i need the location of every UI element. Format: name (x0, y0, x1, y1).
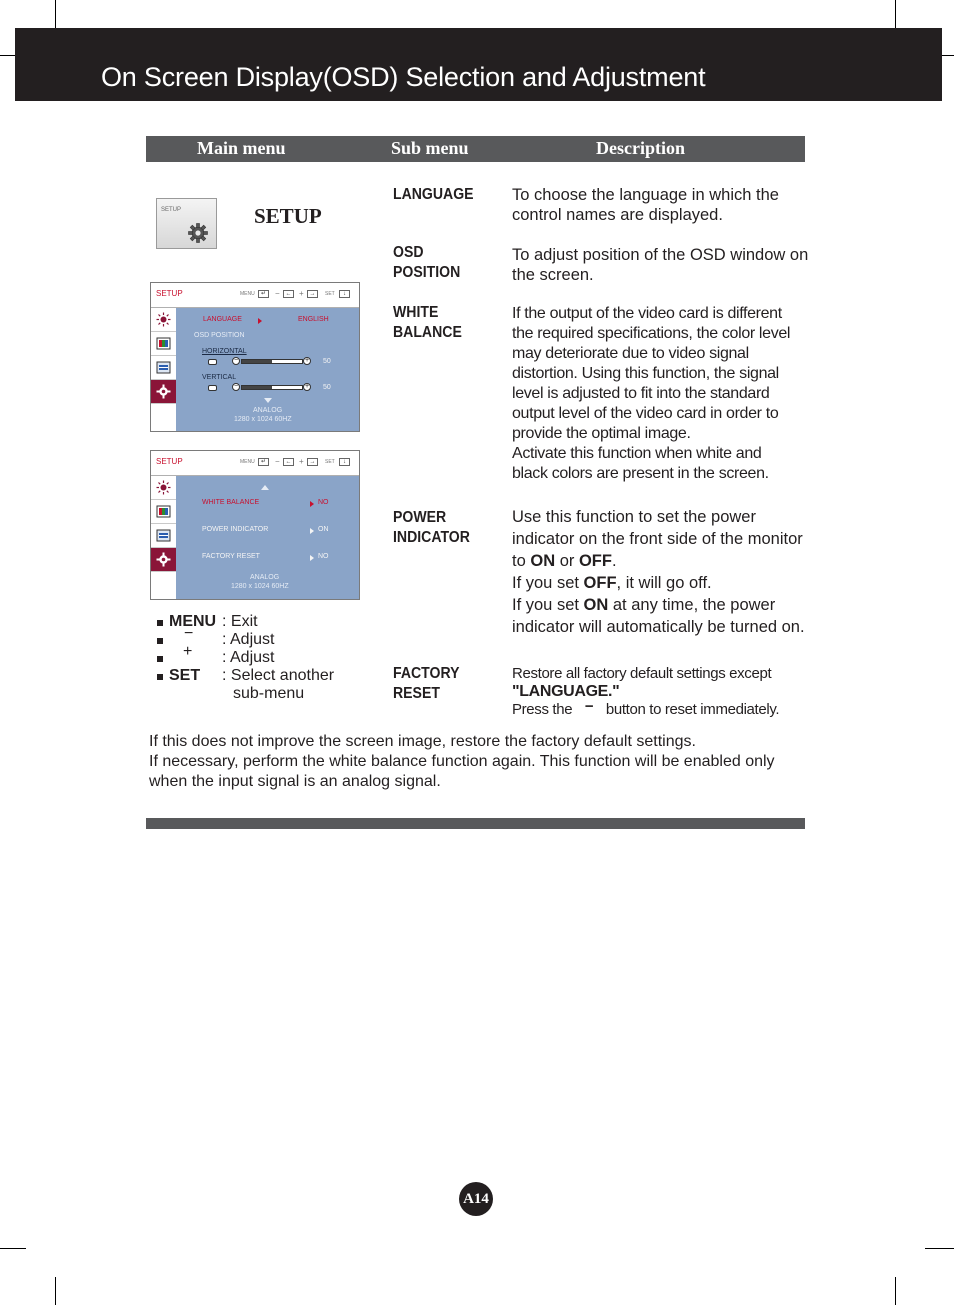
minus-icon: − (184, 625, 194, 642)
page-number-badge: A14 (459, 1182, 493, 1216)
description-line (512, 550, 832, 572)
osd-left-icon: ← (283, 290, 294, 298)
description-text: , it will go off. (616, 574, 712, 592)
osd-right-icon: → (307, 458, 318, 466)
description-osd-position: To adjust position of the OSD window on the screen. (512, 246, 809, 284)
description-line: distortion. Using this function, the signal (512, 365, 779, 382)
off-keyword: OFF (583, 574, 617, 592)
description-line: level is adjusted to fit into the standard (512, 385, 770, 402)
description-line: black colors are present in the screen. (512, 465, 769, 482)
osd-exit-icon: ↵ (258, 458, 269, 466)
brightness-icon (156, 312, 171, 327)
crop-mark (925, 1248, 954, 1249)
legend-key-menu: MENU (169, 613, 217, 630)
osd-side-tabs (151, 308, 176, 431)
gear-icon (156, 384, 171, 399)
osd-minus-icon: − (233, 383, 239, 390)
submenu-osd-position-line2: POSITION (393, 264, 461, 281)
submenu-osd-position-line1: OSD (393, 244, 424, 261)
key-icon (208, 385, 217, 391)
osd-tab-tracking (151, 356, 176, 380)
osd-top-bar (151, 451, 359, 476)
submenu-osd-position (393, 243, 460, 283)
minus-icon: − (584, 698, 594, 715)
osd-plus-icon: + (304, 357, 310, 364)
osd-value-white-balance: NO (318, 499, 329, 506)
tracking-icon (156, 528, 171, 543)
legend-value-minus: : Adjust (222, 631, 275, 648)
osd-arrow-right-icon (258, 318, 262, 324)
osd-screenshot-setup-language (150, 282, 360, 432)
submenu-factory-reset-line2: RESET (393, 685, 440, 702)
osd-left-icon: ← (283, 458, 294, 466)
legend-value-set-continued: sub-menu (233, 685, 305, 702)
osd-vertical-slider (241, 385, 303, 390)
legend-value-plus: : Adjust (222, 649, 275, 666)
osd-tab-picture (151, 476, 176, 500)
submenu-language: LANGUAGE (393, 186, 474, 203)
bullet (157, 638, 163, 644)
submenu-white-balance-line1: WHITE (393, 304, 439, 321)
osd-set-key-label: SET (325, 459, 335, 465)
osd-arrow-right-icon (310, 555, 314, 561)
description-line: indicator on the front side of the monitor (512, 530, 803, 548)
footnote-line: If this does not improve the screen image, restore the factory default settings. (149, 733, 696, 750)
osd-screenshot-setup-reset (150, 450, 360, 600)
bullet (157, 620, 163, 626)
submenu-factory-reset-line1: FACTORY (393, 665, 460, 682)
description-factory-reset (512, 665, 822, 719)
osd-side-tabs (151, 476, 176, 599)
crop-mark (942, 55, 954, 56)
page-title: On Screen Display(OSD) Selection and Adjustment (101, 62, 706, 92)
description-text: Press the (512, 701, 577, 718)
osd-content-panel (176, 308, 359, 431)
submenu-white-balance-line2: BALANCE (393, 324, 462, 341)
osd-plus-glyph: + (299, 457, 304, 466)
description-line (512, 698, 822, 719)
description-line: If the output of the video card is different (512, 305, 782, 322)
footnote-line: If necessary, perform the white balance function again. This function will be enabled only (149, 753, 775, 770)
column-header-description: Description (596, 138, 685, 158)
description-white-balance (512, 304, 832, 484)
osd-top-bar (151, 283, 359, 308)
description-line: Activate this function when white and (512, 445, 762, 462)
osd-tab-color (151, 500, 176, 524)
setup-menu-thumbnail (156, 198, 217, 249)
osd-minus-glyph: − (275, 289, 280, 298)
bullet (157, 656, 163, 662)
submenu-power-indicator-line1: POWER (393, 509, 447, 526)
osd-item-language: LANGUAGE (203, 316, 242, 323)
osd-scroll-up-icon (261, 485, 269, 490)
gear-icon (156, 552, 171, 567)
osd-horizontal-fill (242, 360, 272, 363)
description-line (512, 572, 832, 594)
main-menu-title: SETUP (254, 204, 322, 228)
description-line: Use this function to set the power (512, 508, 756, 526)
column-header-main-menu: Main menu (197, 138, 286, 158)
crop-mark (55, 1277, 56, 1305)
crop-mark (895, 0, 896, 28)
osd-minus-icon: − (233, 357, 239, 364)
osd-set-key-label: SET (325, 291, 335, 297)
legend-value-menu: : Exit (222, 613, 258, 630)
gear-icon (187, 222, 209, 244)
osd-value-power-indicator: ON (318, 526, 329, 533)
description-text: or (555, 552, 579, 570)
description-line: may deteriorate due to video signal (512, 345, 749, 362)
osd-resolution: 1280 x 1024 60HZ (231, 583, 289, 590)
osd-item-white-balance: WHITE BALANCE (202, 499, 260, 506)
thumbnail-label: SETUP (161, 207, 182, 213)
tracking-icon (156, 360, 171, 375)
description-line: indicator will automatically be turned on. (512, 618, 805, 636)
plus-icon: + (183, 643, 193, 660)
description-text: . (611, 552, 617, 570)
osd-item-power-indicator: POWER INDICATOR (202, 526, 269, 533)
crop-mark (55, 0, 56, 28)
osd-menu-name: SETUP (156, 457, 183, 466)
osd-menu-key-label: MENU (240, 291, 255, 297)
footnote (149, 732, 775, 792)
submenu-power-indicator (393, 508, 470, 548)
bullet (157, 674, 163, 680)
osd-value-language: ENGLISH (298, 316, 329, 323)
submenu-factory-reset (393, 664, 459, 704)
osd-item-vertical: VERTICAL (202, 374, 237, 381)
header-bar (15, 28, 942, 101)
description-text: If you set (512, 574, 584, 592)
color-bars-icon (156, 504, 171, 519)
osd-down-icon: ↓ (339, 290, 350, 298)
description-line: output level of the video card in order to (512, 405, 779, 422)
crop-mark (0, 55, 15, 56)
osd-right-icon: → (307, 290, 318, 298)
osd-item-factory-reset: FACTORY RESET (202, 553, 260, 560)
osd-item-osd-position: OSD POSITION (194, 332, 245, 339)
osd-down-icon: ↓ (339, 458, 350, 466)
brightness-icon (156, 480, 171, 495)
color-bars-icon (156, 336, 171, 351)
description-line (512, 594, 832, 616)
osd-item-horizontal: HORIZONTAL (202, 348, 247, 355)
osd-tab-setup (151, 548, 176, 572)
osd-tab-tracking (151, 524, 176, 548)
osd-resolution: 1280 x 1024 60HZ (234, 416, 292, 423)
submenu-white-balance (393, 303, 462, 343)
key-icon (208, 359, 217, 365)
osd-signal: ANALOG (250, 574, 280, 581)
osd-signal: ANALOG (253, 407, 283, 414)
footnote-line: when the input signal is an analog signal. (149, 773, 441, 790)
osd-horizontal-slider (241, 359, 303, 364)
osd-content-panel (176, 476, 359, 599)
osd-exit-icon: ↵ (258, 290, 269, 298)
submenu-power-indicator-line2: INDICATOR (393, 529, 470, 546)
on-keyword: ON (530, 552, 556, 570)
osd-plus-icon: + (304, 383, 310, 390)
table-header (146, 136, 805, 162)
description-power-indicator (512, 506, 832, 638)
osd-tab-setup (151, 380, 176, 404)
description-line: "LANGUAGE." (512, 683, 620, 700)
osd-plus-glyph: + (299, 289, 304, 298)
description-line: provide the optimal image. (512, 425, 691, 442)
osd-minus-glyph: − (275, 457, 280, 466)
osd-horizontal-value: 50 (323, 358, 331, 365)
table-bottom-rule (146, 818, 805, 829)
off-keyword: OFF (578, 552, 612, 570)
crop-mark (0, 1248, 26, 1249)
osd-scroll-down-icon (264, 398, 272, 403)
column-header-sub-menu: Sub menu (391, 138, 469, 158)
osd-tab-color (151, 332, 176, 356)
description-line: the required specifications, the color level (512, 325, 791, 342)
osd-menu-key-label: MENU (240, 459, 255, 465)
osd-vertical-value: 50 (323, 384, 331, 391)
legend-key-set: SET (169, 667, 201, 684)
description-text: If you set (512, 596, 584, 614)
on-keyword: ON (583, 596, 609, 614)
description-language: To choose the language in which the control names are displayed. (512, 186, 779, 224)
osd-tab-picture (151, 308, 176, 332)
crop-mark (895, 1277, 896, 1305)
description-line: Restore all factory default settings except (512, 665, 772, 682)
osd-menu-name: SETUP (156, 289, 183, 298)
description-text: to (512, 552, 531, 570)
description-text: at any time, the power (608, 596, 776, 614)
description-text: button to reset immediately. (602, 701, 780, 718)
osd-arrow-right-icon (310, 528, 314, 534)
legend-value-set: : Select another (222, 667, 335, 684)
osd-value-factory-reset: NO (318, 553, 329, 560)
osd-arrow-right-icon (310, 501, 314, 507)
osd-vertical-fill (242, 386, 272, 389)
